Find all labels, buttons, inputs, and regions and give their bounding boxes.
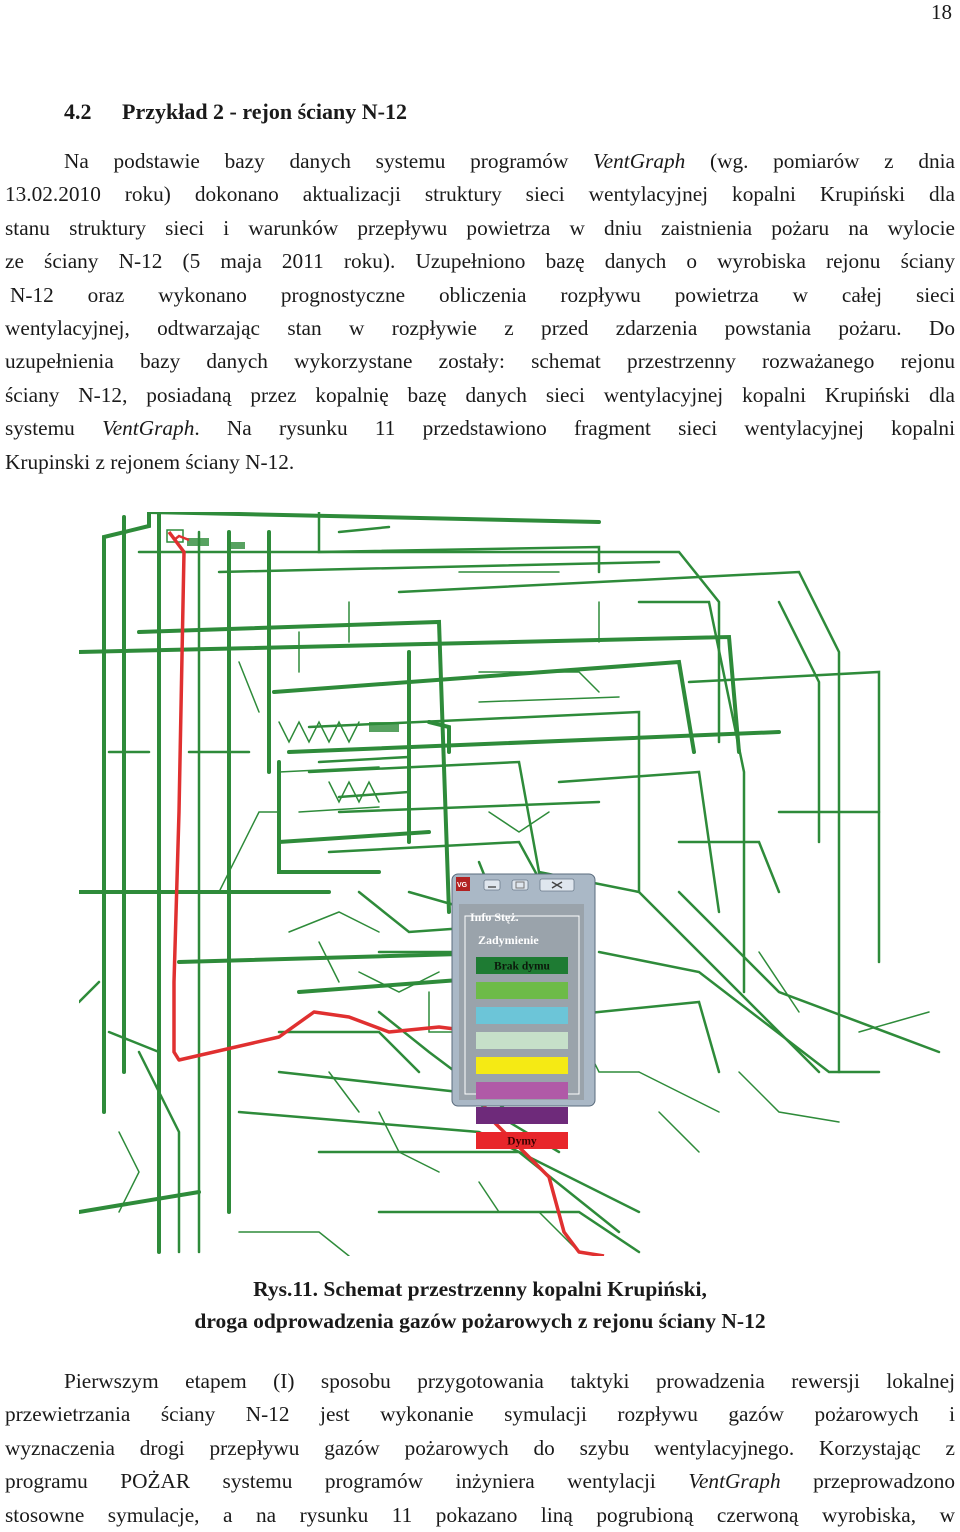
legend-swatch — [476, 1057, 568, 1074]
paragraph-intro — [5, 145, 955, 479]
legend-swatch — [476, 1082, 568, 1099]
figure-caption-line1: Rys.11. Schemat przestrzenny kopalni Krupiński, — [253, 1277, 707, 1301]
paragraph-line: uzupełnienia bazy danych wykorzystane zostały: schemat przestrzenny rozważanego rejonu — [5, 349, 955, 374]
paragraph-line: 13.02.2010 roku) dokonano aktualizacji struktury sieci wentylacyjnej kopalni Krupiński dla — [5, 182, 955, 207]
smoke-legend-subtitle: Zadymienie — [478, 933, 539, 947]
paragraph-line: wentylacyjnej, odtwarzając stan w rozpływie z przed zdarzenia powstania pożaru. Do — [5, 316, 955, 341]
section-heading — [64, 99, 407, 125]
legend-label: Brak dymu — [494, 960, 550, 973]
smoke-route-start — [174, 536, 189, 540]
paragraph-line: programu POŻAR systemu programów inżyniera wentylacji VentGraph przeprowadzono — [5, 1469, 955, 1494]
paragraph-line: Pierwszym etapem (I) sposobu przygotowania taktyki prowadzenia rewersji lokalnej — [64, 1369, 955, 1393]
paragraph-line: wyznaczenia drogi przepływu gazów pożarowych do szybu wentylacyjnego. Korzystając z — [5, 1435, 955, 1460]
ventilation-network-diagram — [79, 512, 959, 1256]
figure-caption-line2: droga odprowadzenia gazów pożarowych z rejonu ściany N-12 — [194, 1309, 766, 1333]
paragraph-line: N-12 oraz wykonano prognostyczne obliczenia rozpływu powietrza w całej sieci — [10, 282, 955, 307]
page-number: 18 — [931, 0, 952, 24]
section-title: Przykład 2 - rejon ściany N-12 — [122, 99, 407, 124]
paragraph-line: Na podstawie bazy danych systemu programów VentGraph (wg. pomiarów z dnia — [64, 149, 955, 173]
paragraph-line: systemu VentGraph. Na rysunku 11 przedstawiono fragment sieci wentylacyjnej kopalni — [5, 416, 955, 441]
groupbox-title: Info Stęż. — [470, 910, 519, 924]
paragraph-line: przewietrzania ściany N-12 jest wykonanie symulacji rozpływu gazów pożarowych i — [5, 1402, 955, 1427]
minimize-button[interactable] — [484, 880, 500, 890]
section-number: 4.2 — [64, 99, 92, 124]
mine-network-figure — [79, 512, 959, 1256]
legend-swatch — [476, 1032, 568, 1049]
paragraph-simulation — [5, 1365, 955, 1532]
app-badge: VG — [457, 882, 468, 889]
paragraph-line: ściany N-12, posiadaną przez kopalnię bazę danych sieci wentylacyjnej kopalni Krupiński dla — [5, 382, 955, 407]
legend-swatch — [476, 1007, 568, 1024]
legend-label: Dymy — [507, 1135, 537, 1148]
legend-swatch — [476, 982, 568, 999]
smoke-legend-window[interactable] — [452, 874, 595, 1149]
paragraph-line: Krupinski z rejonem ściany N-12. — [5, 449, 295, 474]
paragraph-line: stanu struktury sieci i warunków przepływu powietrza w dniu zaistnienia pożaru na wylocie — [5, 215, 955, 240]
paragraph-line: stosowne symulacje, a na rysunku 11 pokazano liną pogrubioną czerwoną wyrobiska, w — [5, 1502, 955, 1527]
legend-swatch — [476, 1107, 568, 1124]
paragraph-line: ze ściany N-12 (5 maja 2011 roku). Uzupełniono bazę danych o wyrobiska rejonu ściany — [5, 249, 955, 274]
